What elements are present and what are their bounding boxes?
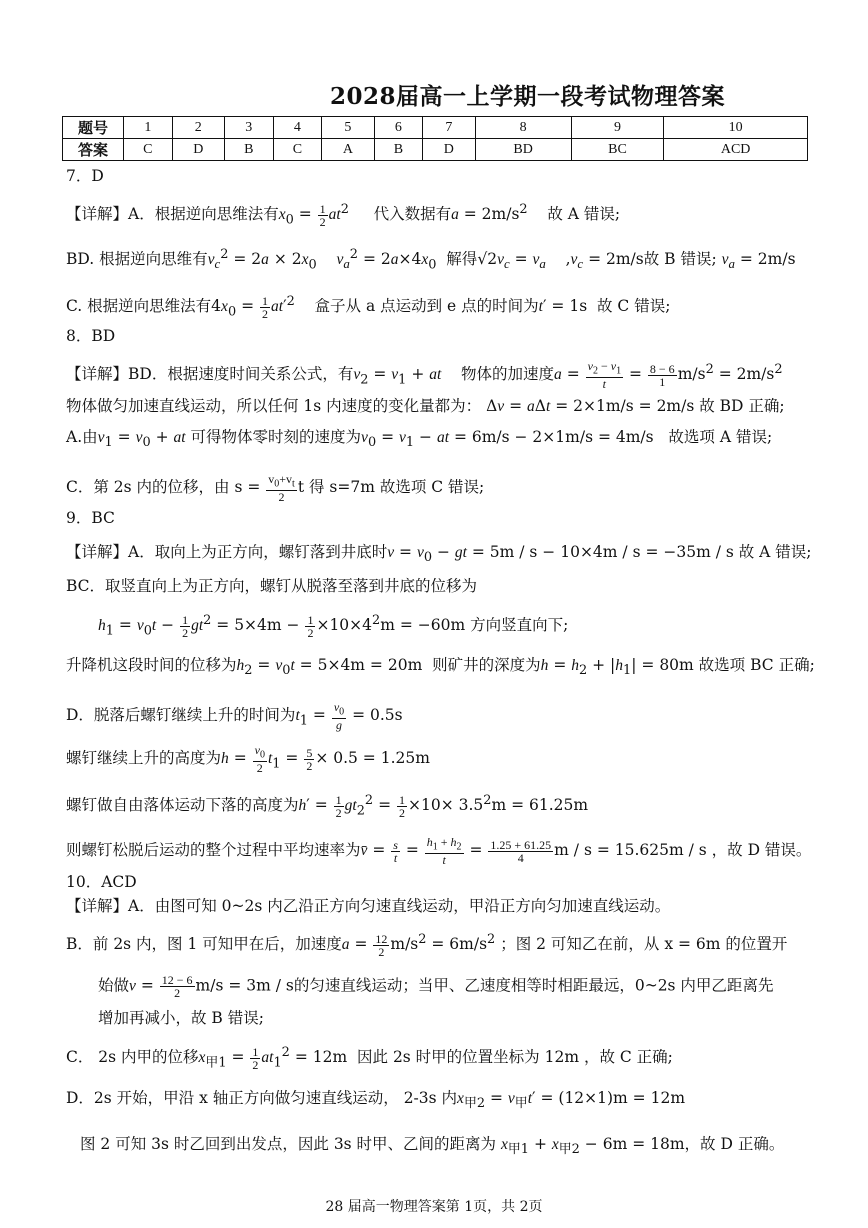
text: ；图 2 可知乙在前，从 x = 6m 的位置开 [500, 935, 788, 954]
text: 物体做匀加速直线运动，所以任何 1s 内速度的变化量都为： [66, 397, 482, 415]
text: ，故 D 错误。 [711, 841, 812, 860]
q10-line-6: D．2s 开始，甲沿 x 轴正方向做匀速直线运动， 2-3s 内$x_{甲2} = v_甲t' = (12\times 1)m = 12m$ [66, 1089, 686, 1112]
text: B．前 2s 内，图 1 可知甲在后，加速度 [66, 935, 342, 954]
table-cell: 5 [322, 117, 374, 139]
q7-line-a: 【详解】A．根据逆向思维法有$x_0$ = $\frac{1}{2}$ $at^2$ 代入数据有$a = 2m/s^2$ 故 A 错误; [66, 201, 621, 229]
q7-heading: 7．D [66, 167, 104, 185]
text: 图 2 可知 3s 时乙回到出发点，因此 3s 时甲、乙间的距离为 [80, 1135, 497, 1153]
table-cell: ACD [664, 139, 808, 161]
q7-line-c: C. 根据逆向思维法有$4x_0$ = $\frac{1}{2}$ $at'^2$ 盒子从 a 点运动到 e 点的时间为t′ = 1s 故 C 错误; [66, 293, 671, 321]
table-cell: 1 [124, 117, 173, 139]
text: 故 B 错误; [643, 250, 717, 269]
text: 物体的加速度 [461, 365, 555, 384]
text: 则螺钉松脱后运动的整个过程中平均速率为 [66, 841, 361, 860]
text: D．2s 开始，甲沿 x 轴正方向做匀速直线运动， 2-3s 内 [66, 1089, 458, 1107]
table-answer-label: 答案 [63, 139, 124, 161]
q9-line-4: 升降机这段时间的位移为$h_2 = v_0t = 5\times 4m = 20m$ 则矿井的深度为$h = h_2 + |h_1| = 80m$ 故选项 BC 正确; [66, 656, 815, 679]
text: 因此 2s 时甲的位置坐标为 12m ，故 C 正确; [357, 1048, 673, 1067]
q8-heading: 8．BD [66, 327, 116, 345]
q10-line-2: B．前 2s 内，图 1 可知甲在后，加速度a = $\frac{12}{2}$ $m/s^2 = 6m/s^2$ ；图 2 可知乙在前，从 x = 6m 的位置开 [66, 931, 788, 959]
table-row-numbers [63, 117, 808, 139]
q7-line-bd: BD. 根据逆向思维有$v_c^2 = 2a \times 2x_0$ $v_a^2 = 2a\times 4x_0$ 解得$√2v_c = v_a$ $,v_c = 2m/s$故 B 错误; $v_a = 2m/s$ [66, 247, 796, 273]
text: 盒子从 a 点运动到 e 点的时间为 [314, 297, 539, 316]
q10-line-7: 图 2 可知 3s 时乙回到出发点，因此 3s 时甲、乙间的距离为 $x_{甲1} + x_{甲2} - 6m = 18m$，故 D 正确。 [80, 1135, 785, 1158]
text: 代入数据有 [373, 205, 452, 224]
table-cell: B [374, 139, 423, 161]
q9-line-6: 螺钉继续上升的高度为h = $\frac{v_0}{2}$ $t_1$ = $\frac{5}{2}$ × 0.5 = 1.25m [66, 743, 430, 776]
text: 故 BD 正确; [699, 397, 785, 415]
text: 可得物体零时刻的速度为 [190, 428, 362, 446]
q9-line-7: 螺钉做自由落体运动下落的高度为h′ = $\frac{1}{2}$ $gt_2^2$ = $\frac{1}{2}$ $\times 10\times 3.5^2m = 61.25m$ [66, 792, 589, 820]
text: 螺钉做自由落体运动下落的高度为 [66, 796, 299, 815]
page-footer: 28 届高一物理答案第 1页，共 2页 [325, 1199, 543, 1215]
q9-line-8: 则螺钉松脱后运动的整个过程中平均速率为v̄ = $\frac{s}{t}$ = $\frac{h_1 + h_2}{t}$ = $\frac{1.25 + 61.25}{4}$ m / s = 15.625m / s ，故 D 错误。 [66, 835, 812, 868]
text: 【详解】A．根据逆向思维法有 [66, 205, 279, 224]
text: 【详解】BD．根据速度时间关系公式，有 [66, 365, 354, 384]
text: 故选项 A 错误; [668, 428, 773, 446]
table-cell: D [423, 139, 475, 161]
table-cell: 9 [571, 117, 664, 139]
q8-line-4: C．第 2s 内的位移，由 s = $\frac{v_0+v_t}{2}$ t 得 s=7m 故选项 C 错误; [66, 472, 485, 505]
text: 【详解】A．取向上为正方向，螺钉落到井底时 [66, 543, 388, 561]
q8-line-1: 【详解】BD．根据速度时间关系公式，有$v_2 = v_1$ + at 物体的加速度a = $\frac{v_2 - v_1}{t}$ = $\frac{8 - 6}{1}$ $m/s^2 = 2m/s^2$ [66, 359, 783, 392]
q10-line-5: C． 2s 内甲的位移$x_{甲1}$ = $\frac{1}{2}$ $at_1^2 = 12m$ 因此 2s 时甲的位置坐标为 12m ，故 C 正确; [66, 1044, 673, 1072]
text: 故 A 错误; [738, 543, 812, 561]
text: 解得 [446, 250, 478, 269]
table-cell: 3 [224, 117, 273, 139]
text: D．脱落后螺钉继续上升的时间为 [66, 706, 296, 725]
table-cell: BD [475, 139, 571, 161]
table-cell: 7 [423, 117, 475, 139]
table-cell: BC [571, 139, 664, 161]
text: A.由 [66, 428, 98, 446]
table-cell: C [124, 139, 173, 161]
q9-line-3: $h_1 = v_0t$ − $\frac{1}{2}$ $gt^2 = 5\times 4m$ − $\frac{1}{2}$ $\times 10\times 4^2m = -60m$ 方向竖直向下; [98, 612, 569, 640]
q10-line-4: 增加再减小，故 B 错误; [98, 1009, 264, 1027]
q9-heading: 9．BC [66, 509, 115, 527]
q9-line-2: BC．取竖直向上为正方向，螺钉从脱落至落到井底的位移为 [66, 577, 478, 595]
text: 螺钉继续上升的高度为 [66, 749, 222, 768]
text: 故 A 错误; [547, 205, 621, 224]
text: 则矿井的深度为 [432, 656, 541, 674]
table-cell: 10 [664, 117, 808, 139]
table-cell: 8 [475, 117, 571, 139]
q9-line-5: D．脱落后螺钉继续上升的时间为$t_1$ = $\frac{v_0}{g}$ = 0.5s [66, 700, 403, 733]
table-cell: 2 [172, 117, 224, 139]
text: BD. 根据逆向思维有 [66, 250, 208, 269]
text: 始做 [98, 976, 130, 995]
text: 升降机这段时间的位移为 [66, 656, 237, 674]
table-header-label: 题号 [63, 117, 124, 139]
text: 方向竖直向下; [470, 616, 569, 635]
q8-line-3: A.由$v_1 = v_0$ + at 可得物体零时刻的速度为$v_0 = v_1$ − at = 6m/s − 2×1m/s = 4m/s 故选项 A 错误; [66, 428, 773, 451]
text: C．第 2s 内的位移，由 [66, 478, 230, 497]
q8-line-2: 物体做匀加速直线运动，所以任何 1s 内速度的变化量都为： Δv = aΔt = 2×1m/s = 2m/s 故 BD 正确; [66, 397, 785, 415]
answer-table [62, 116, 808, 161]
q10-line-1: 【详解】A．由图可知 0~2s 内乙沿正方向匀速直线运动，甲沿正方向匀加速直线运动。 [66, 897, 671, 915]
q9-line-1: 【详解】A．取向上为正方向，螺钉落到井底时$v = v_0$ − gt = 5m / s − 10×4m / s = −35m / s 故 A 错误; [66, 543, 812, 566]
table-cell: A [322, 139, 374, 161]
q10-line-3: 始做v = $\frac{12 - 6}{2}$ m/s = 3m / s的匀速直线运动；当甲、乙速度相等时相距最远，0~2s 内甲乙距离先 [98, 973, 774, 1000]
text: 的匀速直线运动；当甲、乙速度相等时相距最远，0~2s 内甲乙距离先 [293, 976, 774, 995]
table-row-answers [63, 139, 808, 161]
table-cell: 4 [273, 117, 322, 139]
text: 故选项 BC 正确; [698, 656, 815, 674]
table-cell: 6 [374, 117, 423, 139]
text: 得 s=7m 故选项 C 错误; [308, 478, 485, 497]
table-cell: D [172, 139, 224, 161]
text: 故 C 错误; [597, 297, 671, 316]
page-title: 2028届高一上学期一段考试物理答案 [330, 83, 726, 110]
text: C． 2s 内甲的位移 [66, 1048, 199, 1067]
table-cell: B [224, 139, 273, 161]
text: ，故 D 正确。 [684, 1135, 785, 1153]
text: C. 根据逆向思维法有 [66, 297, 212, 316]
q10-heading: 10．ACD [66, 873, 137, 891]
table-cell: C [273, 139, 322, 161]
